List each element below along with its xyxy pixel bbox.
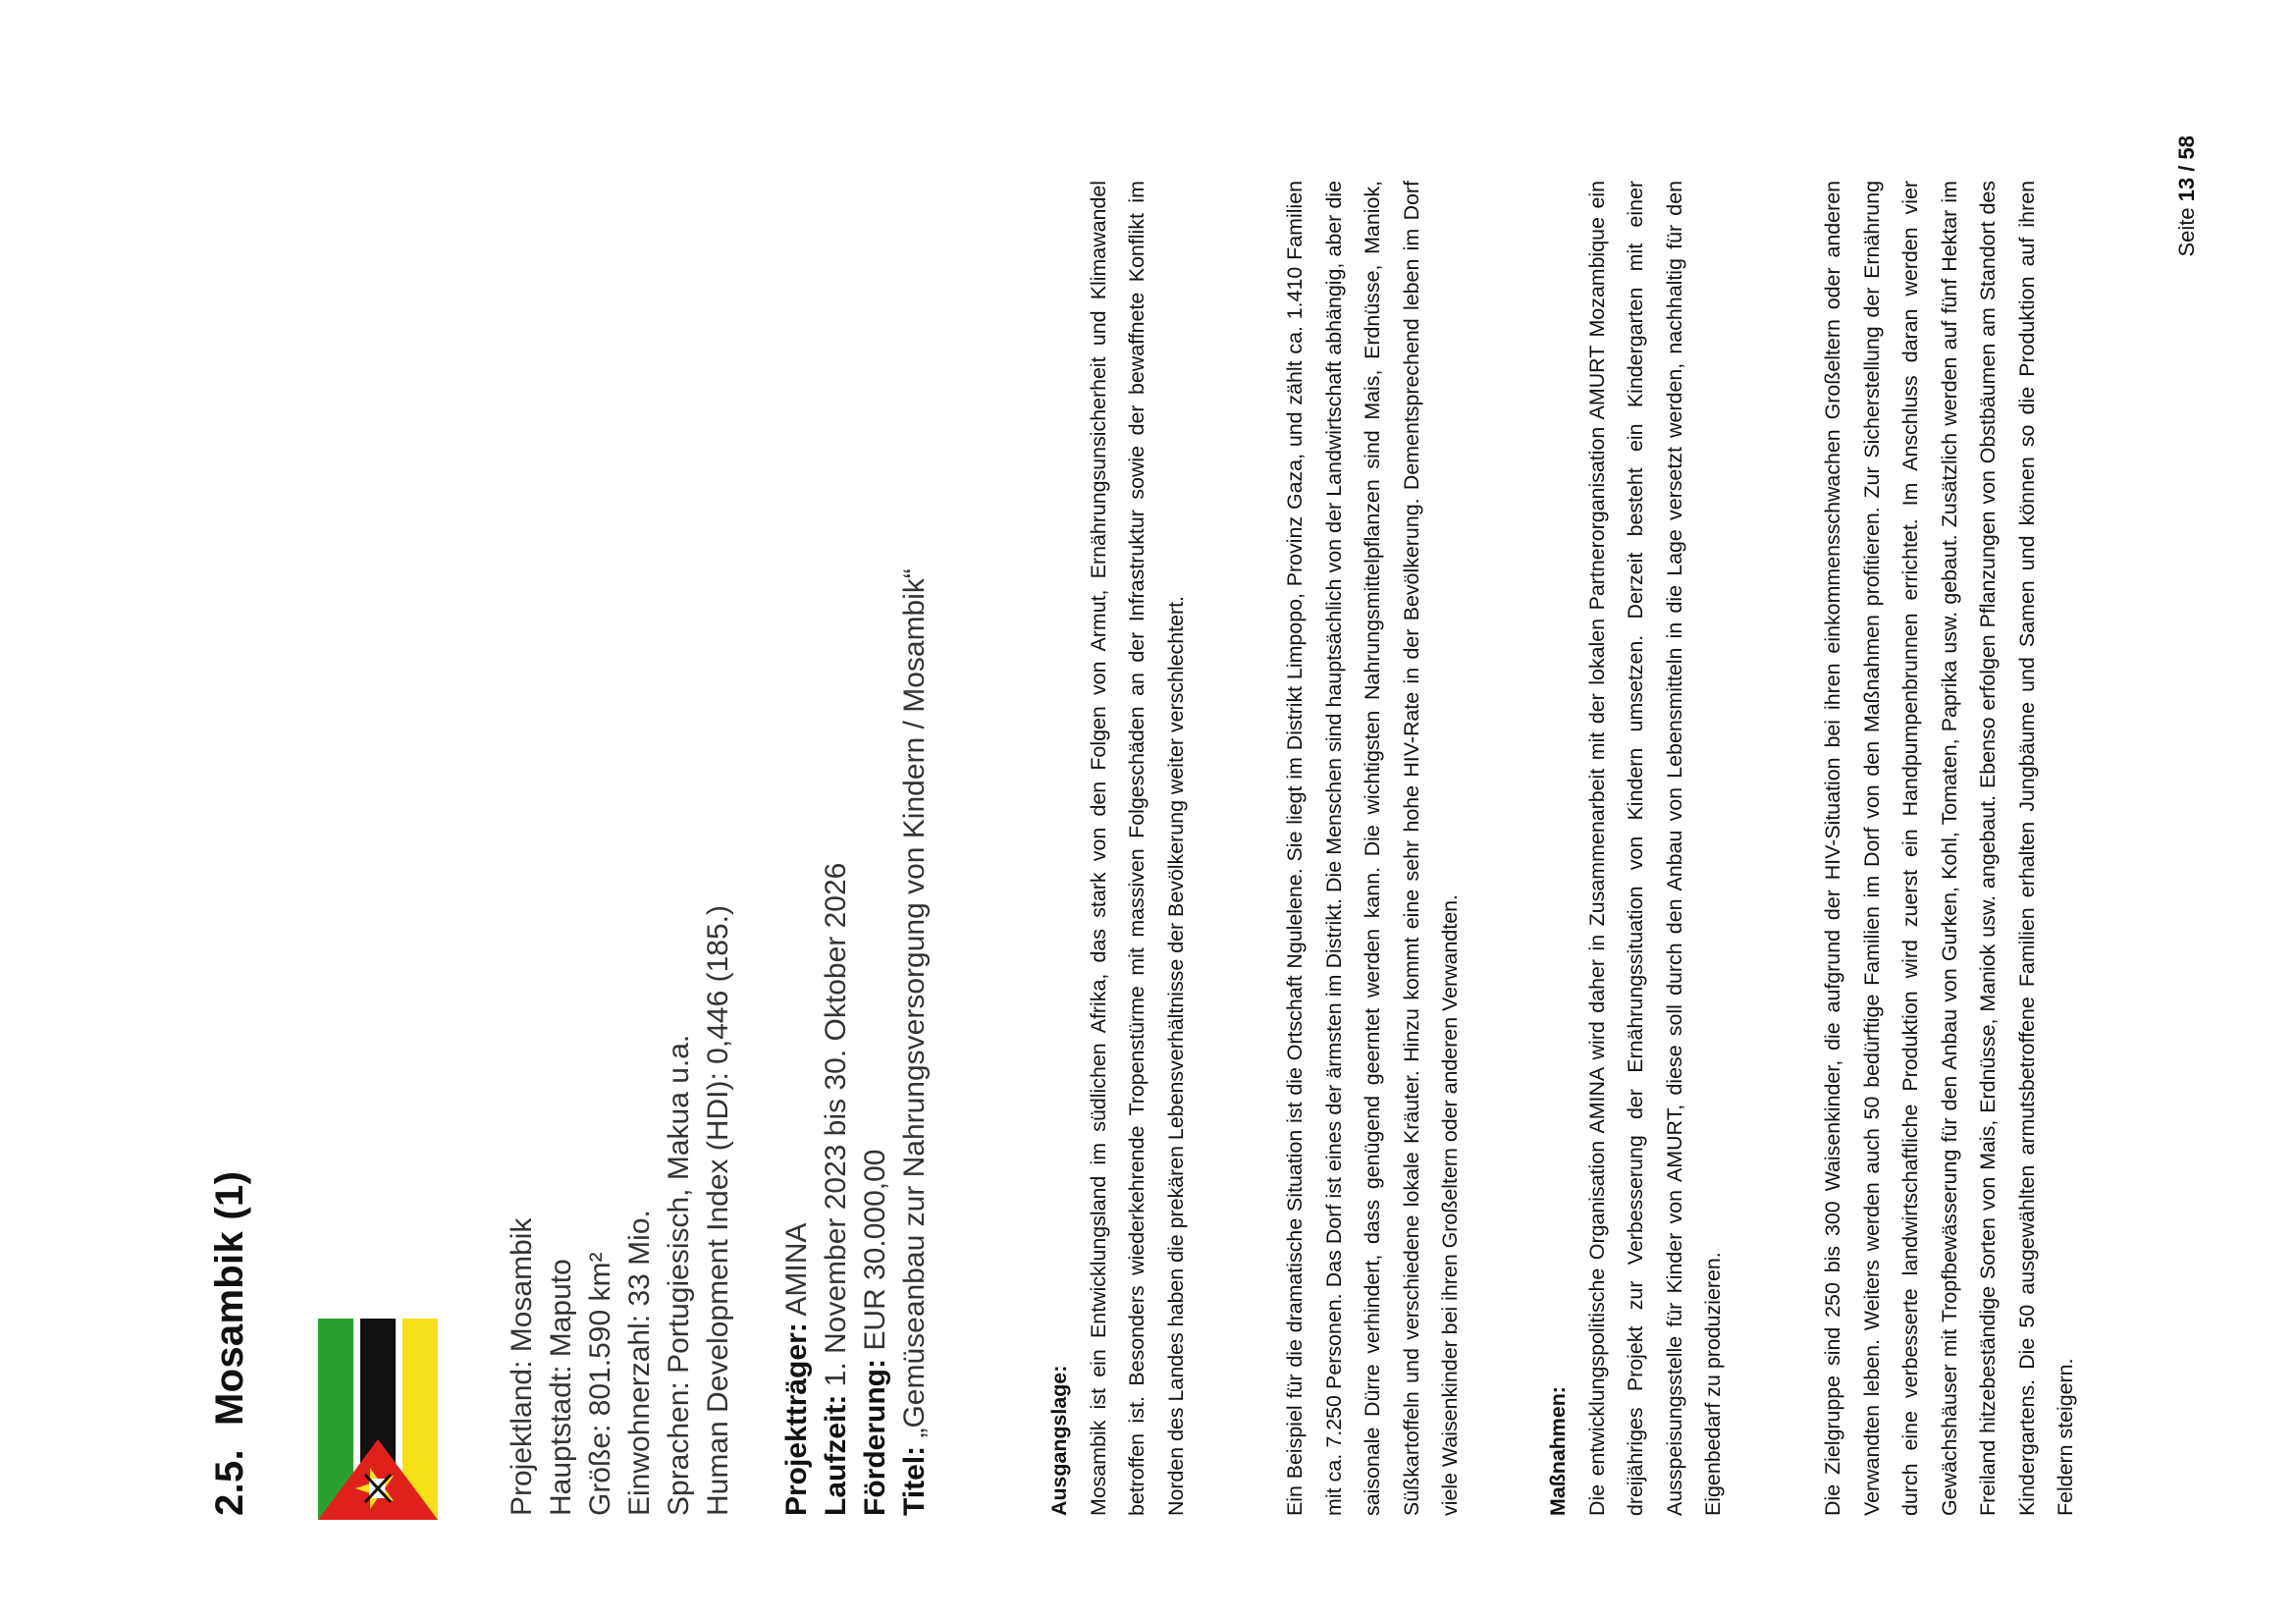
- section-heading: [208, 1171, 252, 1516]
- massnahmen-heading: Maßnahmen:: [1546, 1386, 1570, 1516]
- mozambique-flag-image: [318, 1319, 438, 1520]
- info-line: Einwohnerzahl: 33 Mio.: [623, 1210, 656, 1516]
- info-line: Größe: 801.590 km²: [584, 1252, 616, 1516]
- info-line: Human Development Index (HDI): 0,446 (185.): [702, 905, 734, 1516]
- ausgangslage-paragraph-2: Ein Beispiel für die dramatische Situation ist die Ortschaft Ngulelene. Sie liegt im Distrikt Limpopo, Provinz Gaza, und zählt ca. 1.410 Familien mit ca. 7.250 Personen. Das Dorf ist eines der ärmsten im Distrikt. Die Menschen sind hauptsächlich von der Landwirtschaft abhängig, aber die saisonale Dürre verhindert, dass genügend geerntet werden kann. Die wichtigsten Nahrungsmittelpflanzen sind Mais, Erdnüsse, Maniok, Süßkartoffeln und verschiedene lokale Kräuter. Hinzu kommt eine sehr hohe HIV-Rate in der Bevölkerung. Dementsprechend leben im Dorf viele Waisenkinder bei ihren Großeltern oder anderen Verwandten.: [1283, 181, 1462, 1516]
- country-info: [503, 568, 934, 1516]
- ausgangslage-paragraph-1: Ausgangslage: Mosambik ist ein Entwicklungsland im südlichen Afrika, das stark von den Folgen von Armut, Ernährungsunsicherheit und Klimawandel betroffen ist. Besonders wiederkehrende Tropenstürme mit massiven Folgeschäden an der Infrastruktur sowie der bewaffnete Konflikt im Norden des Landes haben die prekären Lebensverhältnisse der Bevölkerung weiter verschlechtert.: [1041, 181, 1196, 1516]
- info-line: Sprachen: Portugiesisch, Makua u.a.: [663, 1034, 695, 1516]
- info-line: Projektland: Mosambik: [506, 1217, 538, 1516]
- project-titel: Titel: „Gemüseanbau zur Nahrungsversorgung von Kindern / Mosambik“: [898, 568, 931, 1516]
- massnahmen-paragraph-2: Die Zielgruppe sind 250 bis 300 Waisenkinder, die aufgrund der HIV-Situation bei ihren einkommensschwachen Großeltern oder anderen Verwandten leben. Weiters werden auch 50 bedürftige Familien im Dorf von den Maßnahmen profitieren. Zur Sicherstellung der Ernährung durch eine verbesserte landwirtschaftliche Produktion wird zuerst ein Handpumpenbrunnen errichtet. Im Anschluss daran werden vier Gewächshäuser mit Tropfbewässerung für den Anbau von Gurken, Kohl, Tomaten, Paprika usw. gebaut. Zusätzlich werden auf fünf Hektar im Freiland hitzebeständige Sorten von Mais, Erdnüsse, Maniok usw. angebaut. Ebenso erfolgen Pflanzungen von Obstbäumen am Standort des Kindergartens. Die 50 ausgewählten armutsbetroffene Familien erhalten Jungbäume und Samen und können so die Produktion auf ihren Feldern steigern.: [1821, 181, 2077, 1516]
- page-number: Seite 13 / 58: [2174, 135, 2199, 257]
- ausgangslage-heading: Ausgangslage:: [1047, 1365, 1071, 1516]
- info-line: Hauptstadt: Maputo: [545, 1259, 577, 1516]
- project-foerderung: Förderung: EUR 30.000,00: [859, 1149, 891, 1516]
- section-number: 2.5.: [208, 1449, 251, 1516]
- project-traeger: Projektträger: AMINA: [780, 1222, 813, 1516]
- massnahmen-paragraph-1: Maßnahmen: Die entwicklungspolitische Organisation AMINA wird daher in Zusammenarbeit mit der lokalen Partnerorganisation AMURT Mozambique ein dreijähriges Projekt zur Verbesserung der Ernährungssituation von Kindern umsetzen. Derzeit besteht ein Kindergarten mit einer Ausspeisungsstelle für Kinder von AMURT, diese soll durch den Anbau von Lebensmitteln in die Lage versetzt werden, nachhaltig für den Eigenbedarf zu produzieren.: [1539, 181, 1734, 1516]
- section-title: Mosambik (1): [208, 1170, 251, 1426]
- project-laufzeit: Laufzeit: 1. November 2023 bis 30. Oktober 2026: [820, 862, 852, 1516]
